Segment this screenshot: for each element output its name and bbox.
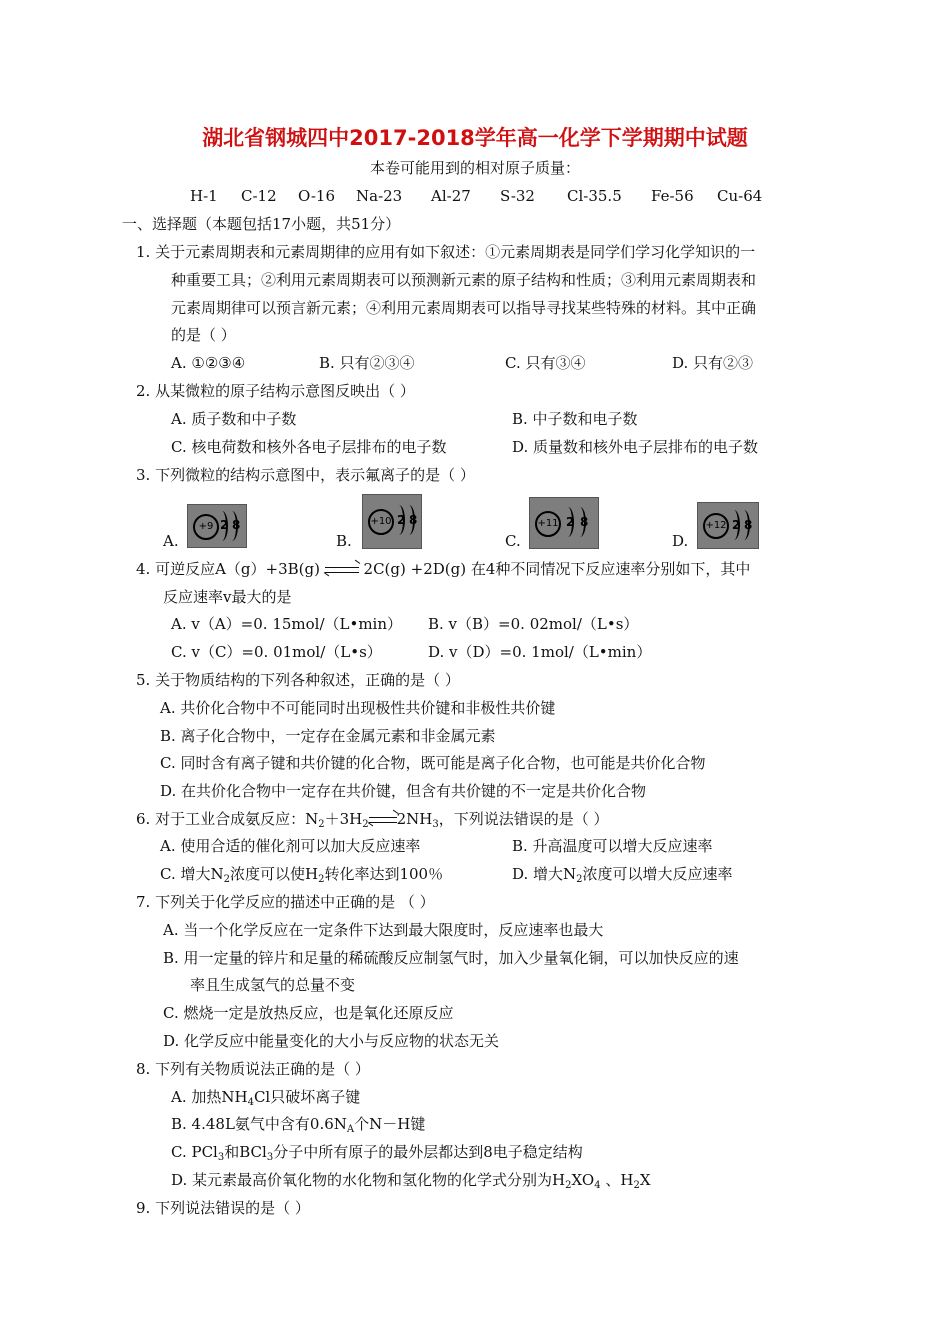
question-stem: 5. 关于物质结构的下列各种叙述，正确的是（ ） (136, 671, 460, 689)
option-a-label: A. (163, 532, 179, 550)
option-d: D. 在共价化合物中一定存在共价键，但含有共价键的不一定是共价化合物 (160, 782, 647, 800)
question-stem: 7. 下列关于化学反应的描述中正确的是 （ ） (136, 893, 435, 911)
question-stem: 8. 下列有关物质说法正确的是（ ） (136, 1060, 370, 1078)
option-c: C. 燃烧一定是放热反应，也是氧化还原反应 (163, 1004, 454, 1022)
option-b: B. 升高温度可以增大反应速率 (512, 837, 713, 855)
shell-count: 8 (580, 515, 589, 529)
shell-count: 8 (409, 513, 418, 527)
option-c: C. 只有③④ (505, 354, 586, 372)
option-c: C. v（C）=0. 01mol/（L•s） (171, 643, 382, 661)
option-d-label: D. (672, 532, 689, 550)
option-b: B. 4.48L氨气中含有$0.6N_A$个N－H键 (171, 1115, 426, 1135)
section-heading: 一、选择题（本题包括17小题，共51分） (122, 215, 401, 233)
option-a: A. v（A）=0. 15mol/（L•min） (171, 615, 403, 633)
shell-count: 8 (232, 518, 241, 532)
question-stem: 反应速率v最大的是 (163, 588, 292, 606)
option-c: C. 同时含有离子键和共价键的化合物，既可能是离子化合物，也可能是共价化合物 (160, 754, 706, 772)
page-title: 湖北省钢城四中2017-2018学年高一化学下学期期中试题 (202, 126, 748, 150)
option-b: B. 中子数和电子数 (512, 410, 638, 428)
shell-count: 2 (566, 515, 575, 529)
mass-item: Fe-56 (651, 187, 694, 205)
mass-item: C-12 (241, 187, 277, 205)
option-a: A. 加热$NH_4Cl$只破坏离子键 (171, 1088, 361, 1108)
nucleus: +12 (703, 513, 729, 539)
option-a: A. 质子数和中子数 (171, 410, 297, 428)
question-stem: 2. 从某微粒的原子结构示意图反映出（ ） (136, 382, 415, 400)
shell-count: 2 (220, 518, 229, 532)
question-stem: 3. 下列微粒的结构示意图中，表示氟离子的是（ ） (136, 466, 475, 484)
mass-item: O-16 (298, 187, 336, 205)
option-c: C. 核电荷数和核外各电子层排布的电子数 (171, 438, 447, 456)
nucleus: +10 (368, 509, 394, 535)
question-stem: 元素周期律可以预言新元素；④利用元素周期表可以指导寻找某些特殊的材料。其中正确 (171, 299, 757, 317)
option-b-structure-diagram (362, 494, 422, 549)
question-stem: 种重要工具；②利用元素周期表可以预测新元素的原子结构和性质；③利用元素周期表和 (171, 271, 757, 289)
question-9-stem: 9. 下列说法错误的是（ ） (136, 1199, 310, 1217)
option-b: B. v（B）=0. 02mol/（L•s） (428, 615, 639, 633)
option-a: A. ①②③④ (171, 354, 246, 372)
question-stem: 6. 对于工业合成氨反应：$N_2+3H_2$ $2NH_3$，下列说法错误的是（ ） (136, 810, 609, 830)
nucleus: +9 (193, 514, 219, 540)
option-d: D. 质量数和核外电子层排布的电子数 (512, 438, 759, 456)
option-b-continued: 率且生成氢气的总量不变 (190, 976, 356, 994)
option-c-label: C. (505, 532, 521, 550)
option-c: C. PCl$_3$和BCl$_3$分子中所有原子的最外层都达到8电子稳定结构 (171, 1143, 583, 1163)
question-stem: 4. 可逆反应A（g）+3B(g) 2C(g) +2D(g) 在4种不同情况下反应速率分别如下，其中 (136, 560, 751, 578)
mass-item: Al-27 (431, 187, 471, 205)
mass-item: Cu-64 (717, 187, 763, 205)
option-d: D. 化学反应中能量变化的大小与反应物的状态无关 (163, 1032, 500, 1050)
mass-item: S-32 (500, 187, 535, 205)
shell-count: 2 (732, 518, 741, 532)
reversible-arrow-icon (369, 815, 397, 825)
option-d: D. 增大$N_2$浓度可以增大反应速率 (512, 865, 733, 885)
option-b: B. 只有②③④ (319, 354, 415, 372)
mass-item: Na-23 (356, 187, 403, 205)
option-d: D. 只有②③ (672, 354, 754, 372)
option-c-structure-diagram (529, 497, 599, 549)
option-a: A. 共价化合物中不可能同时出现极性共价键和非极性共价键 (160, 699, 556, 717)
mass-item: H-1 (190, 187, 218, 205)
option-a: A. 当一个化学反应在一定条件下达到最大限度时，反应速率也最大 (163, 921, 604, 939)
shell-count: 8 (744, 518, 753, 532)
shell-count: 2 (397, 513, 406, 527)
question-stem: 的是（ ） (171, 326, 236, 344)
nucleus: +11 (535, 511, 561, 537)
option-b: B. 离子化合物中，一定存在金属元素和非金属元素 (160, 727, 496, 745)
option-a-structure-diagram (187, 504, 247, 548)
reversible-arrow-icon (325, 565, 359, 575)
atomic-mass-note: 本卷可能用到的相对原子质量： (369, 159, 580, 177)
option-c: C. 增大$N_2$浓度可以使$H_2$转化率达到100％ (160, 865, 444, 885)
question-stem: 1. 关于元素周期表和元素周期律的应用有如下叙述：①元素周期表是同学们学习化学知识的一 (136, 243, 756, 261)
mass-item: Cl-35.5 (567, 187, 622, 205)
option-a: A. 使用合适的催化剂可以加大反应速率 (160, 837, 421, 855)
option-d-structure-diagram (697, 502, 759, 549)
option-b: B. 用一定量的锌片和足量的稀硫酸反应制氢气时，加入少量氧化铜，可以加快反应的速 (163, 949, 739, 967)
option-d: D. v（D）=0. 1mol/（L•min） (428, 643, 652, 661)
option-d: D. 某元素最高价氧化物的水化物和氢化物的化学式分别为$H_2XO_4$ 、$H_2X$ (171, 1171, 651, 1191)
option-b-label: B. (336, 532, 352, 550)
